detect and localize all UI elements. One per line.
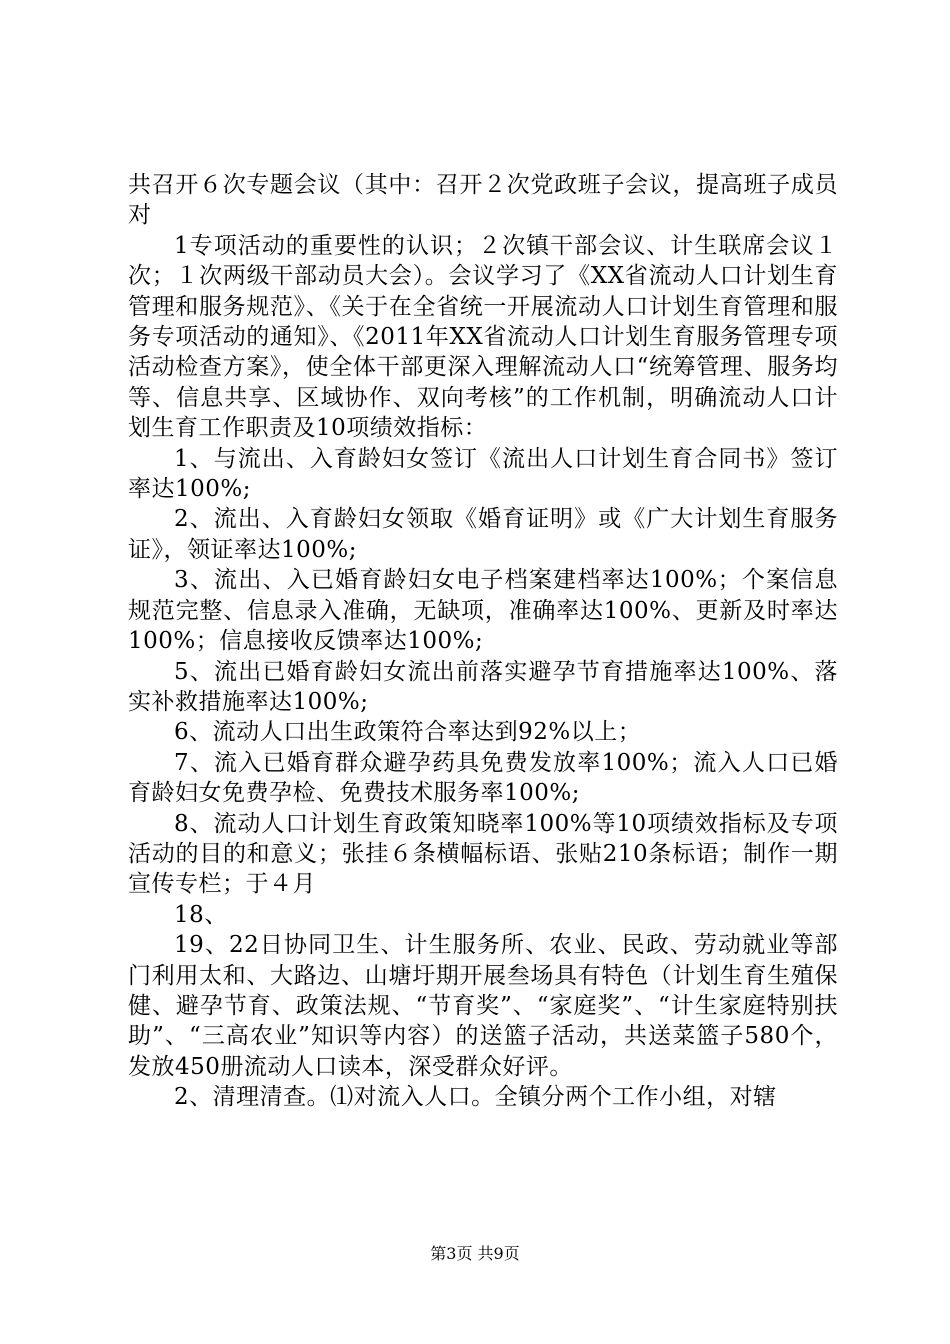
paragraph: 8、流动人口计划生育政策知晓率100%等10项绩效指标及专项活动的目的和意义；张挂６条横幅标语、张贴210条标语；制作一期宣传专栏；于４月: [128, 810, 838, 898]
paragraph: 5、流出已婚育龄妇女流出前落实避孕节育措施率达100%、落实补救措施率达100%;: [128, 658, 838, 715]
paragraph: 1专项活动的重要性的认识；２次镇干部会议、计生联席会议１次；１次两级干部动员大会）。会议学习了《XX省流动人口计划生育管理和服务规范》、《关于在全省统一开展流动人口计划生育管理和服务专项活动的通知》、《2011年XX省流动人口计划生育服务管理专项活动检查方案》，使全体干部更深入理解流动人口“统筹管理、服务均等、信息共享、区域协作、双向考核”的工作机制，明确流动人口计划生育工作职责及10项绩效指标：: [128, 232, 838, 442]
page-footer: 第3页 共9页: [430, 1244, 520, 1263]
paragraph: 7、流入已婚育群众避孕药具免费发放率100%；流入人口已婚育龄妇女免费孕检、免费技术服务率100%;: [128, 749, 838, 807]
paragraph: 2、清理清查。⑴对流入人口。全镇分两个工作小组，对辖: [174, 1084, 777, 1111]
paragraph: 1、与流出、入育龄妇女签订《流出人口计划生育合同书》签订率达100%;: [128, 445, 838, 503]
paragraph: 3、流出、入已婚育龄妇女电子档案建档率达100%；个案信息规范完整、信息录入准确，无缺项，准确率达100%、更新及时率达100%；信息接收反馈率达100%;: [128, 567, 838, 655]
paragraph: 2、流出、入育龄妇女领取《婚育证明》或《广大计划生育服务证》，领证率达100%;: [128, 506, 838, 563]
paragraph: 19、22日协同卫生、计生服务所、农业、民政、劳动就业等部门利用太和、大路边、山塘圩期开展叁场具有特色（计划生育生殖保健、避孕节育、政策法规、“节育奖”、“家庭奖”、“计生家庭特别扶助”、“三高农业”知识等内容）的送篮子活动，共送菜篮子580个，发放450册流动人口读本，深受群众好评。: [128, 932, 838, 1080]
paragraph: 共召开６次专题会议（其中：召开２次党政班子会议，提高班子成员对: [128, 172, 838, 229]
paragraph: 6、流动人口出生政策符合率达到92%以上；: [174, 719, 642, 746]
document-body: [128, 170, 838, 1113]
paragraph: 18、: [174, 901, 228, 928]
